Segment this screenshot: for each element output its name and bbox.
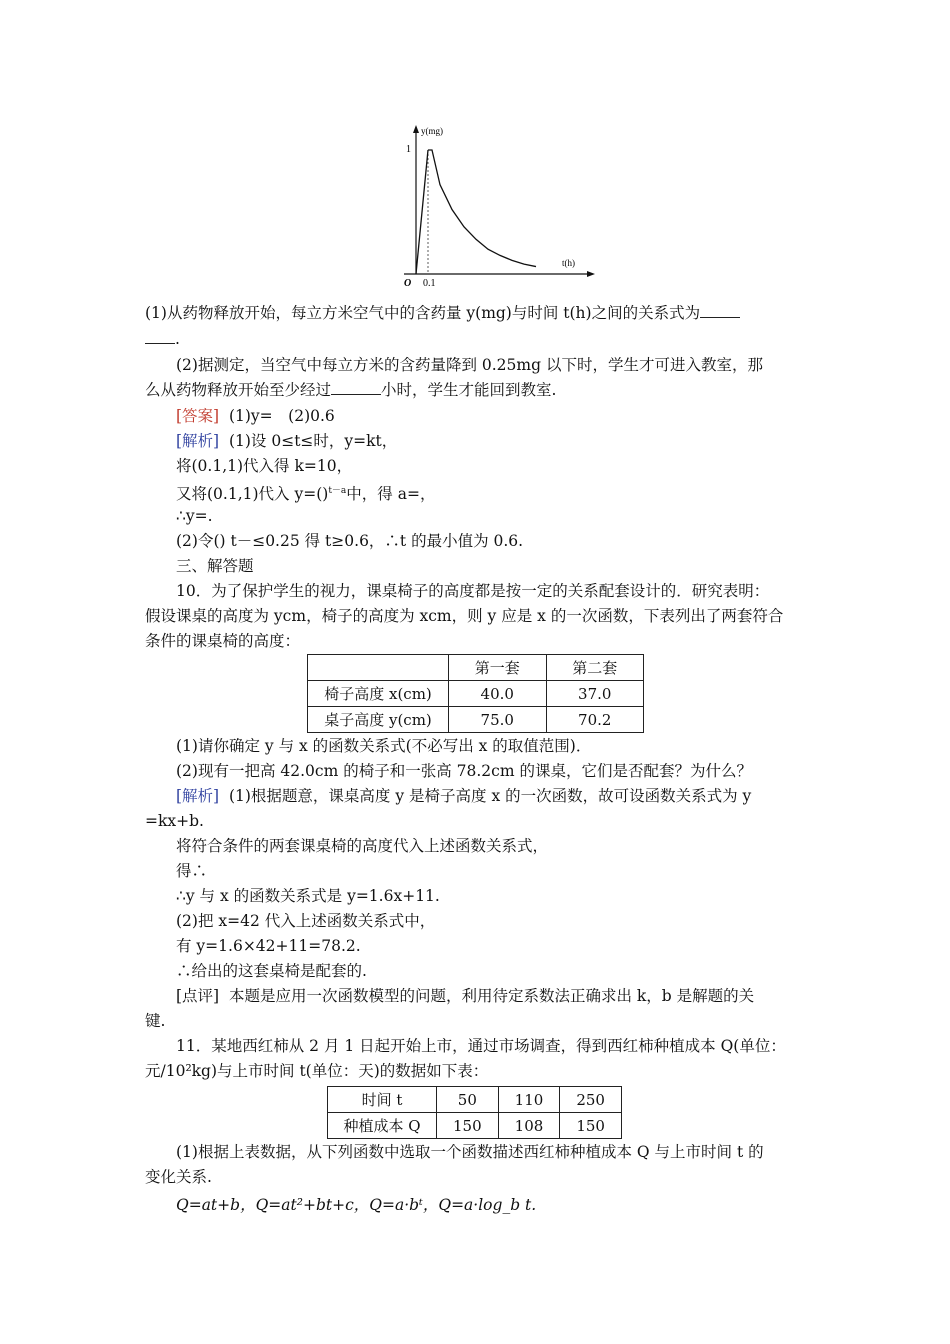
y-axis-label: y(mg) <box>421 126 443 136</box>
y-tick-label: 1 <box>406 144 411 155</box>
analysis-3-pre: 又将(0.1,1)代入 y=() <box>176 485 329 504</box>
analysis-text-1: (1)设 0≤t≤时，y=kt， <box>228 432 398 450</box>
table-cell: 108 <box>498 1113 560 1139</box>
analysis-tag: [解析] <box>176 432 220 450</box>
q2b-pre: 么从药物释放开始至少经过 <box>145 381 332 399</box>
solution-line-2: =kx+b. <box>145 812 204 830</box>
table-cell <box>308 655 449 681</box>
q1-answer-blank[interactable] <box>700 302 740 318</box>
table-row <box>328 1087 622 1113</box>
table-row <box>308 707 644 733</box>
p11-question-1a: (1)根据上表数据，从下列函数中选取一个函数描述西红柿种植成本 Q 与上市时间 t 的 <box>176 1143 764 1161</box>
analysis-line-2: 将(0.1,1)代入得 k=10， <box>176 457 353 475</box>
table-11 <box>327 1086 622 1139</box>
answer-tag: [答案] <box>176 407 220 425</box>
solution-line-4: 得∴ <box>176 862 208 880</box>
table-cell: 150 <box>560 1113 622 1139</box>
table-cell: 250 <box>560 1087 622 1113</box>
solution-line-3: 将符合条件的两套课桌椅的高度代入上述函数关系式， <box>176 837 549 855</box>
solution-line-7: 有 y=1.6×42+11=78.2. <box>176 937 361 955</box>
analysis-line-1 <box>176 430 846 452</box>
p11-question-1b: 变化关系. <box>145 1168 212 1186</box>
table-cell: 第一套 <box>449 655 547 681</box>
table-row <box>308 655 644 681</box>
answer-line <box>176 405 846 427</box>
q2-answer-blank[interactable] <box>331 379 381 395</box>
table-cell: 椅子高度 x(cm) <box>308 681 449 707</box>
section-heading: 三、解答题 <box>176 557 254 575</box>
q1-line-2 <box>145 328 815 350</box>
comment-tag: [点评] <box>176 987 220 1005</box>
q1-answer-blank-cont[interactable] <box>145 328 175 344</box>
p11-line-a: 11．某地西红柿从 2 月 1 日起开始上市，通过市场调查，得到西红柿种植成本 Q(单位： <box>176 1037 786 1055</box>
table-cell: 种植成本 Q <box>328 1113 437 1139</box>
table-cell: 50 <box>437 1087 499 1113</box>
table-cell: 桌子高度 y(cm) <box>308 707 449 733</box>
graph-axes <box>404 125 595 277</box>
p10-line-b: 假设课桌的高度为 ycm，椅子的高度为 xcm，则 y 应是 x 的一次函数，下表列出了两套符合 <box>145 607 784 625</box>
comment-text-1: 本题是应用一次函数模型的问题，利用待定系数法正确求出 k，b 是解题的关 <box>228 987 755 1005</box>
q1-line <box>145 302 815 324</box>
p11-line-b: 元/10²kg)与上市时间 t(单位：天)的数据如下表： <box>145 1062 489 1080</box>
y-axis-arrow <box>413 125 419 133</box>
p10-question-2: (2)现有一把高 42.0cm 的椅子和一张高 78.2cm 的课桌，它们是否配套？为什么？ <box>176 762 752 780</box>
dose-time-graph <box>390 122 600 297</box>
series-rise-line <box>416 150 428 274</box>
analysis-3-sup: t－a <box>328 486 347 496</box>
solution-text-1: (1)根据题意，课桌高度 y 是椅子高度 x 的一次函数，故可设函数关系式为 y <box>228 787 752 805</box>
table-cell: 70.2 <box>546 707 644 733</box>
x-axis-arrow <box>587 271 595 277</box>
table-cell: 110 <box>498 1087 560 1113</box>
x-axis-label: t(h) <box>562 258 575 268</box>
answer-text: (1)y= (2)0.6 <box>228 407 335 425</box>
solution-tag: [解析] <box>176 787 220 805</box>
solution-line-6: (2)把 x=42 代入上述函数关系式中， <box>176 912 436 930</box>
origin-label: O <box>404 278 412 289</box>
comment-line-2: 键. <box>145 1012 166 1030</box>
solution-line-5: ∴y 与 x 的函数关系式是 y=1.6x+11. <box>176 887 440 905</box>
table-cell: 75.0 <box>449 707 547 733</box>
p10-question-1: (1)请你确定 y 与 x 的函数关系式(不必写出 x 的取值范围)． <box>176 737 592 755</box>
table-row <box>308 681 644 707</box>
p10-line-c: 条件的课桌椅的高度： <box>145 632 301 650</box>
analysis-3-post: 中，得 a=， <box>346 485 436 504</box>
q1-end: . <box>175 330 180 348</box>
comment-line-1 <box>176 985 846 1007</box>
table-cell: 37.0 <box>546 681 644 707</box>
q2b-post: 小时，学生才能回到教室. <box>381 381 557 399</box>
solution-line-1 <box>176 785 846 807</box>
table-cell: 第二套 <box>546 655 644 681</box>
table-10 <box>307 654 644 733</box>
table-row <box>328 1113 622 1139</box>
table-cell: 150 <box>437 1113 499 1139</box>
q2-line-b <box>145 379 815 401</box>
series-decay-curve <box>428 150 536 267</box>
p11-formulas: Q=at+b，Q=at²+bt+c，Q=a·bᵗ，Q=a·log_b t. <box>176 1196 537 1214</box>
q2-line-a: (2)据测定，当空气中每立方米的含药量降到 0.25mg 以下时，学生才可进入教室，那 <box>176 356 763 374</box>
table-cell: 时间 t <box>328 1087 437 1113</box>
analysis-line-4: ∴y=. <box>176 507 213 525</box>
table-cell: 40.0 <box>449 681 547 707</box>
x-tick-label: 0.1 <box>423 278 436 289</box>
q1-text: (1)从药物释放开始，每立方米空气中的含药量 y(mg)与时间 t(h)之间的关系式为 <box>145 304 701 322</box>
analysis-line-3 <box>176 480 846 505</box>
p10-line-a: 10．为了保护学生的视力，课桌椅子的高度都是按一定的关系配套设计的．研究表明： <box>176 582 770 600</box>
analysis-line-5: (2)令() t－≤0.25 得 t≥0.6，∴t 的最小值为 0.6. <box>176 532 524 550</box>
solution-line-8: ∴给出的这套桌椅是配套的. <box>176 962 367 980</box>
